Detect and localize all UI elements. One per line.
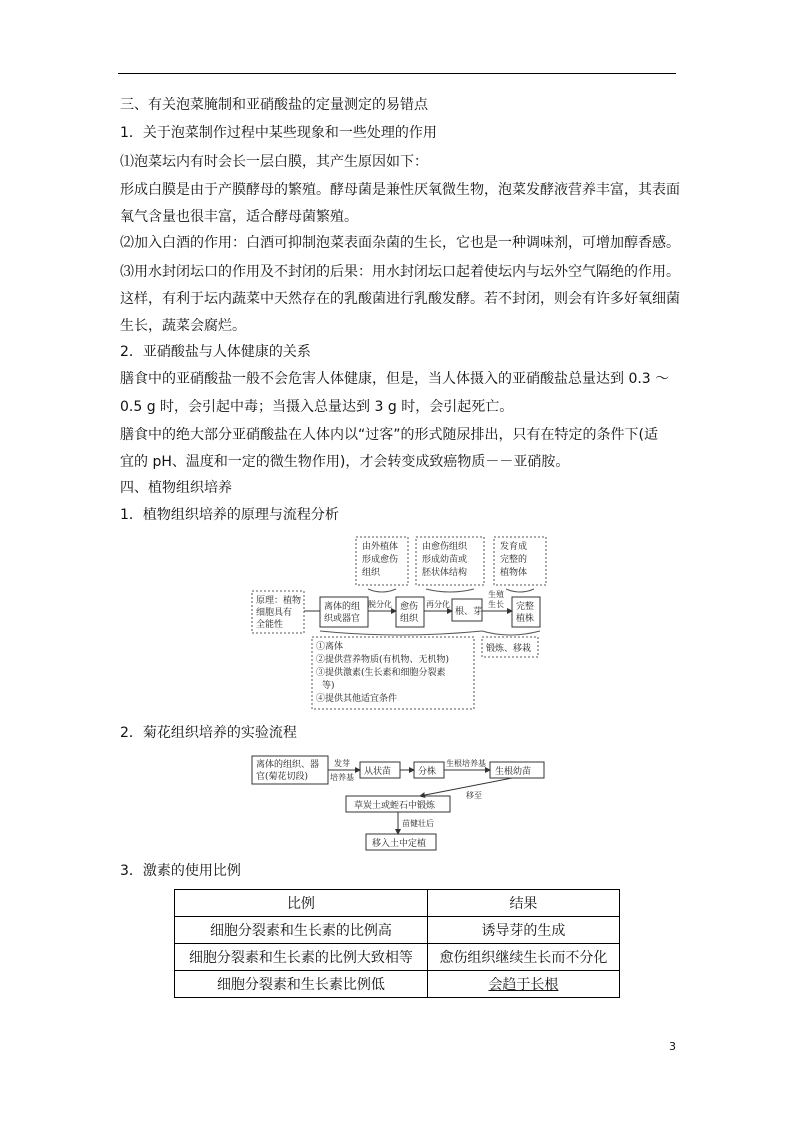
arrow-label: 发芽	[334, 759, 350, 768]
arrow-label: 生根培养基	[446, 759, 486, 768]
field-label: 移入土中定植	[372, 839, 427, 849]
paragraph: 这样，有利于坛内蔬菜中天然存在的乳酸菌进行乳酸发酵。若不封闭，则会有许多好氧细菌	[120, 291, 680, 307]
explant-line: 离体的组	[324, 602, 361, 612]
arrow-label: 移至	[466, 791, 482, 800]
paragraph: 宜的 pH、温度和一定的微生物作用)，才会转变成致癌物质－－亚硝胺。	[120, 454, 570, 470]
table-row	[175, 917, 620, 944]
subsection-title: 1．植物组织培养的原理与流程分析	[120, 507, 339, 523]
top-box-3-line: 完整的	[500, 555, 528, 565]
table-header: 比例	[175, 890, 428, 917]
paragraph: 0.5 g 时，会引起中毒；当摄入总量达到 3 g 时，会引起死亡。	[120, 399, 514, 415]
paragraph: ⑴泡菜坛内有时会长一层白膜，其产生原因如下：	[120, 154, 428, 170]
top-box-1-line: 形成愈伤	[362, 555, 399, 565]
top-box-2-line: 形成幼苗或	[422, 555, 468, 565]
rooted-label: 生根幼苗	[495, 767, 532, 777]
subsection-title: 2．亚硝酸盐与人体健康的关系	[120, 344, 311, 360]
subsection-title: 3．激素的使用比例	[120, 863, 241, 879]
arrow-label: 脱分化	[368, 600, 392, 609]
table-row	[175, 944, 620, 971]
callus-line: 愈伤	[400, 602, 419, 612]
tissue-culture-flow-diagram	[250, 533, 550, 713]
explant-line: 织或器官	[324, 614, 361, 624]
table-cell: 细胞分裂素和生长素的比例大致相等	[175, 944, 428, 971]
paragraph: 膳食中的亚硝酸盐一般不会危害人体健康，但是，当人体摄入的亚硝酸盐总量达到 0.3 ～	[120, 371, 670, 387]
table-cell: 诱导芽的生成	[427, 917, 619, 944]
paragraph: 氧气含量也很丰富，适合酵母菌繁殖。	[120, 209, 358, 225]
principle-line: 细胞具有	[256, 608, 293, 618]
table-cell: 细胞分裂素和生长素的比例高	[175, 917, 428, 944]
subsection-title: 2．菊花组织培养的实验流程	[120, 725, 297, 741]
plant-line: 完整	[516, 602, 535, 612]
table-cell: 会趋于长根	[427, 971, 619, 998]
header-rule	[118, 73, 676, 74]
soil-label: 草炭土或蛭石中锻炼	[354, 801, 436, 811]
table-row	[175, 971, 620, 998]
hormone-ratio-table	[174, 889, 620, 998]
condition-line: ①离体	[316, 642, 344, 652]
principle-line: 全能性	[256, 620, 284, 630]
principle-line: 原理：植物	[256, 596, 302, 606]
split-label: 分株	[418, 767, 437, 777]
top-box-3-line: 植物体	[500, 568, 528, 578]
plant-line: 植株	[516, 614, 535, 624]
root-bud-label: 根、芽	[455, 607, 483, 617]
explant-line: 离体的组织、器	[256, 760, 320, 770]
explant-line: 官(菊花切段)	[256, 772, 309, 782]
harden-label: 锻炼、移栽	[486, 644, 532, 654]
condition-line: ③提供激素(生长素和细胞分裂素	[316, 668, 446, 678]
shoot-label: 从状苗	[364, 767, 392, 777]
top-box-2-line: 由愈伤组织	[422, 542, 468, 552]
table-header-row	[175, 890, 620, 917]
section-heading: 三、有关泡菜腌制和亚硝酸盐的定量测定的易错点	[120, 97, 428, 113]
condition-line: ④提供其他适宜条件	[316, 694, 398, 704]
paragraph: 膳食中的绝大部分亚硝酸盐在人体内以“过客”的形式随尿排出，只有在特定的条件下(适	[120, 427, 658, 443]
arrow-label: 生殖	[488, 590, 504, 599]
paragraph: ⑶用水封闭坛口的作用及不封闭的后果：用水封闭坛口起着使坛内与坛外空气隔绝的作用。	[120, 264, 680, 280]
callus-line: 组织	[400, 614, 419, 624]
top-box-3-line: 发育成	[500, 542, 528, 552]
arrow-label: 生长	[488, 600, 504, 609]
condition-line: ②提供营养物质(有机物、无机物)	[316, 655, 450, 665]
top-box-2-line: 胚状体结构	[422, 568, 468, 578]
table-cell: 细胞分裂素和生长素比例低	[175, 971, 428, 998]
paragraph: ⑵加入白酒的作用：白酒可抑制泡菜表面杂菌的生长，它也是一种调味剂，可增加醇香感。	[120, 235, 680, 251]
chrysanthemum-flow-diagram	[250, 754, 550, 854]
condition-line: 等)	[322, 681, 335, 691]
paragraph: 形成白膜是由于产膜酵母的繁殖。酵母菌是兼性厌氧微生物，泡菜发酵液营养丰富，其表面	[120, 182, 680, 198]
paragraph: 生长，蔬菜会腐烂。	[120, 318, 246, 334]
arrow-label: 苗健壮后	[402, 819, 434, 828]
page-number: 3	[669, 1040, 676, 1053]
subsection-title: 1．关于泡菜制作过程中某些现象和一些处理的作用	[120, 125, 437, 141]
section-heading: 四、植物组织培养	[120, 480, 232, 496]
arrow-label: 培养基	[330, 773, 354, 782]
top-box-1-line: 由外植体	[362, 542, 399, 552]
table-header: 结果	[427, 890, 619, 917]
arrow-label: 再分化	[426, 600, 450, 609]
table-cell: 愈伤组织继续生长而不分化	[427, 944, 619, 971]
top-box-1-line: 组织	[362, 568, 381, 578]
